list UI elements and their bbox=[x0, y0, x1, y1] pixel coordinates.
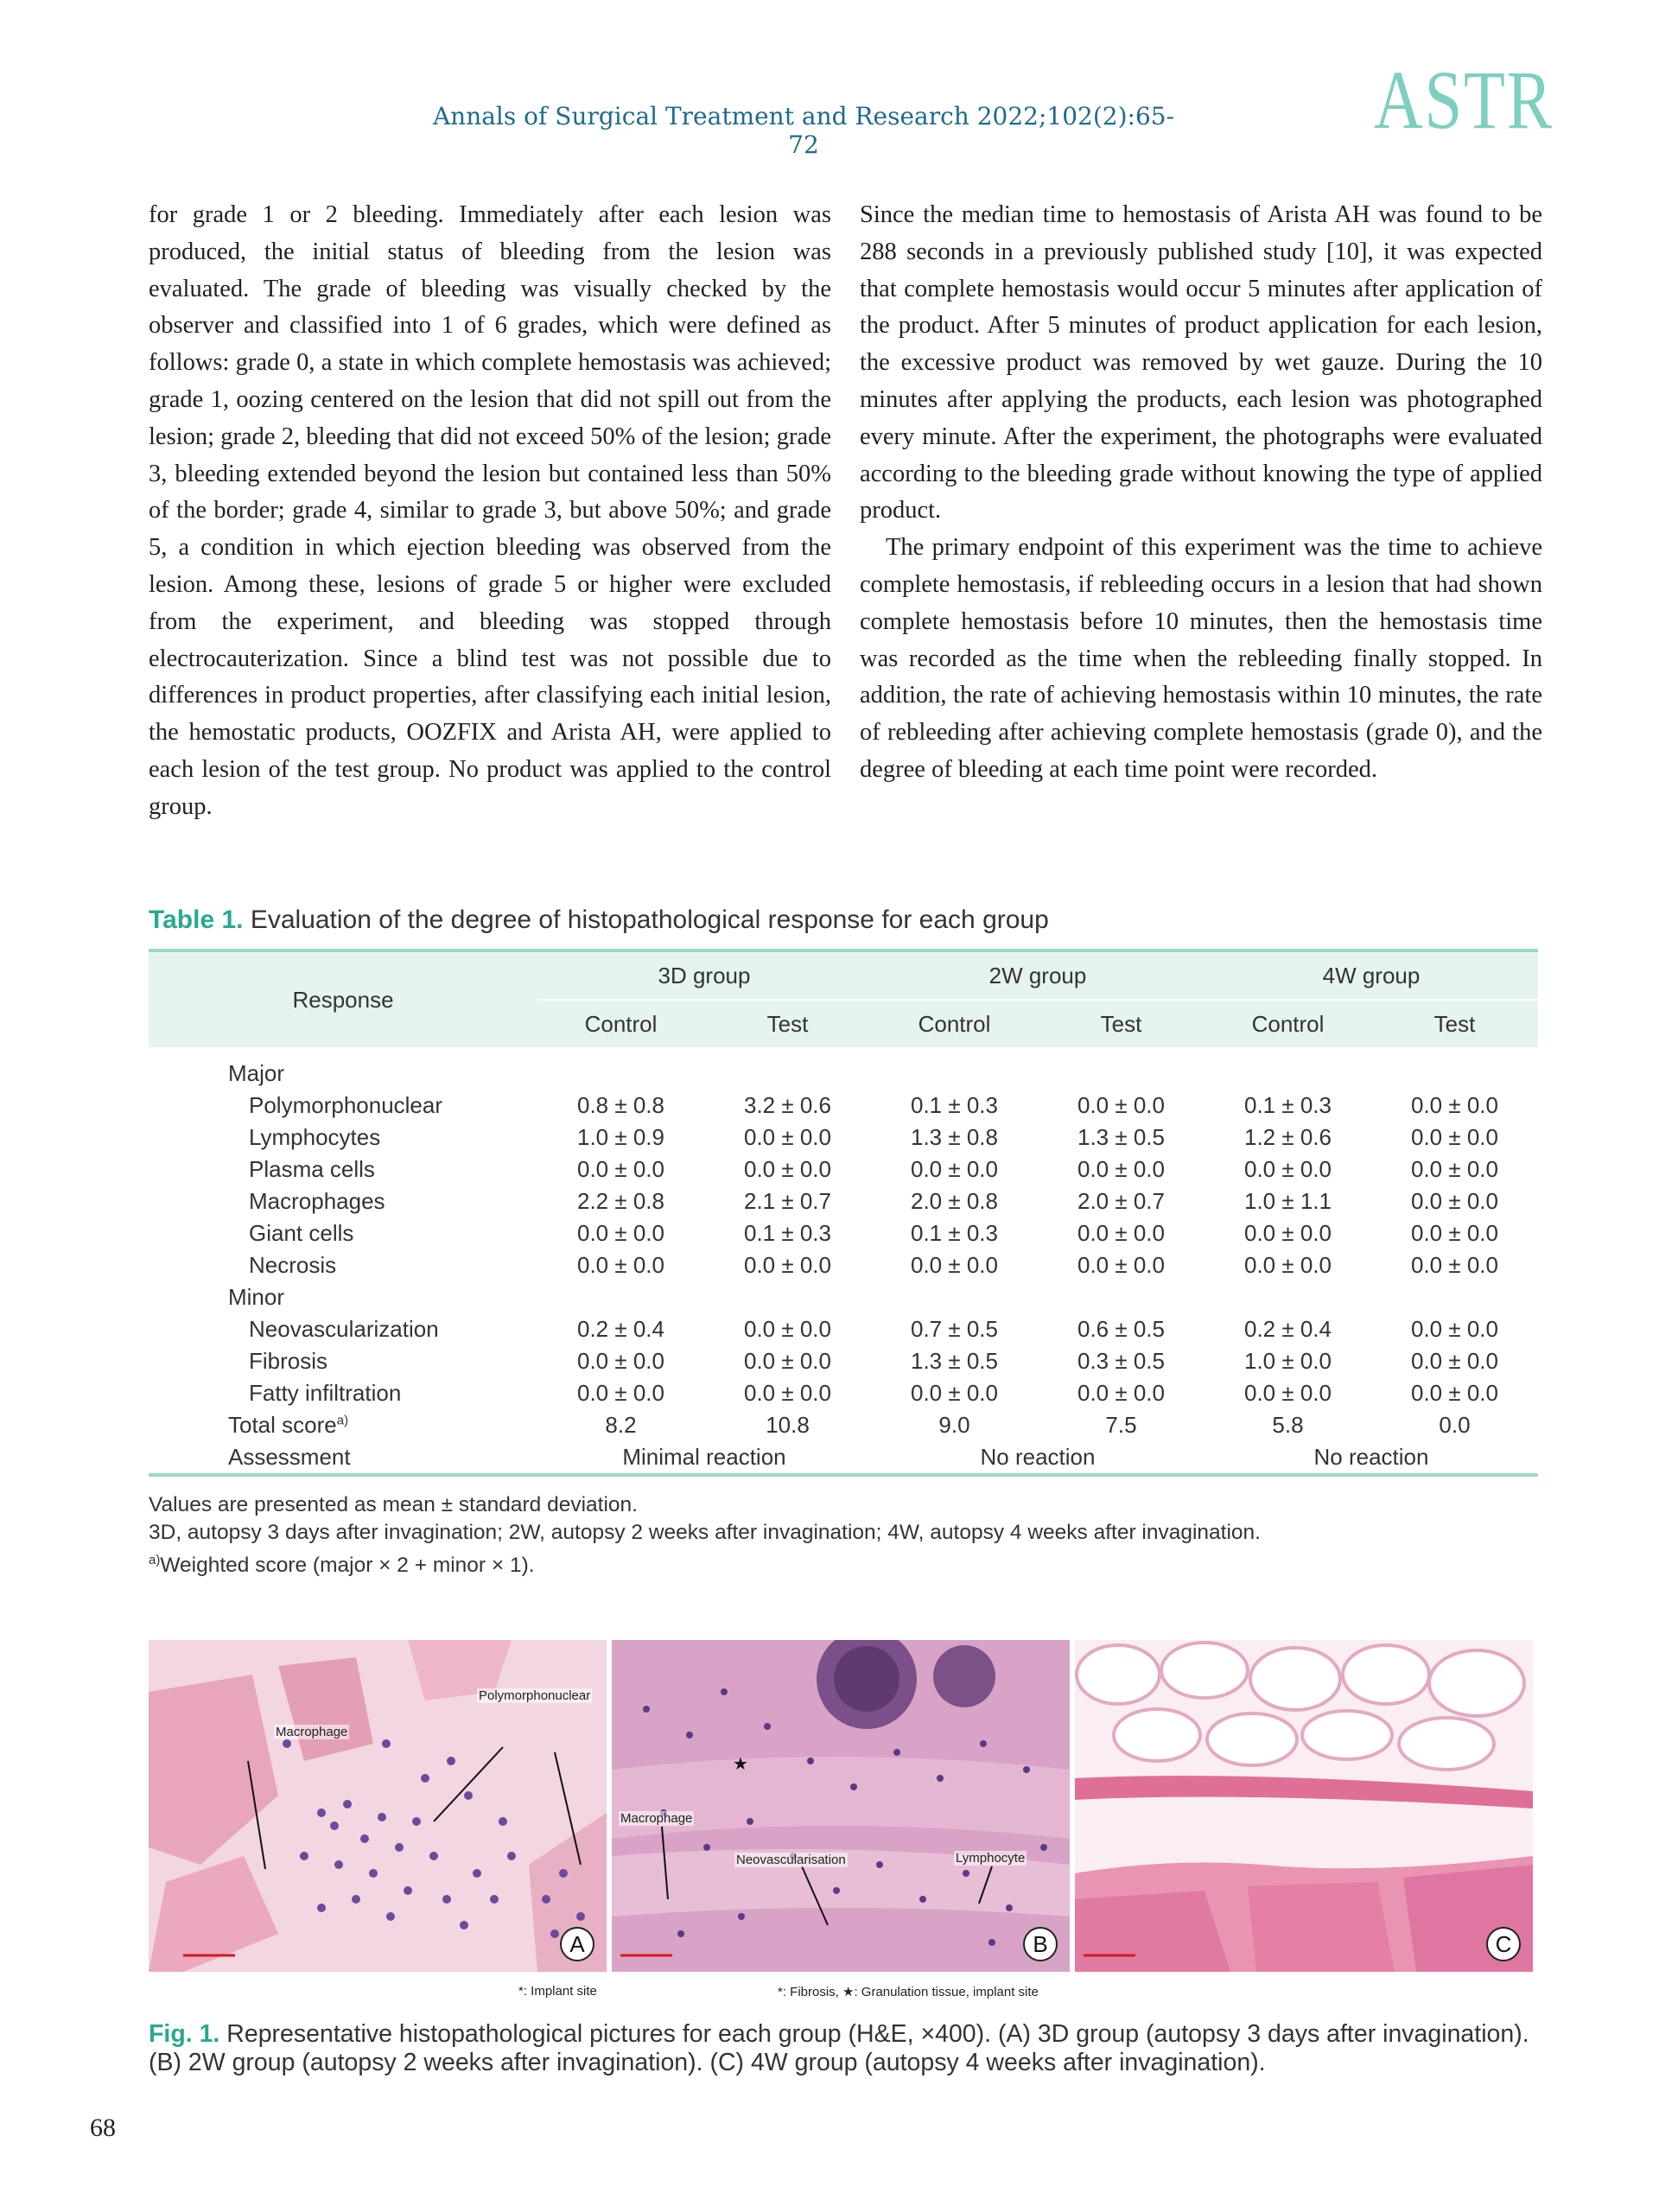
body-column-left bbox=[149, 197, 831, 826]
table-cell: 2.2 ± 0.8 bbox=[576, 1188, 664, 1214]
body-paragraph: The primary endpoint of this experiment was the time to achieve complete hemostasis, if rebleeding occurs in a lesion that had shown complete hemostasis before 10 minutes, then the hemostasis time was recorded as the time when the rebleeding finally stopped. In addition, the rate of achieving hemostasis within 10 minutes, the rate of rebleeding after achieving complete hemostasis (grade 0), and the degree of bleeding at each time point were recorded. bbox=[860, 534, 1542, 783]
row-label: Necrosis bbox=[249, 1252, 337, 1278]
table-note: $^{a)}$Weighted score (major × 2 + minor × 1). bbox=[149, 1553, 535, 1578]
table-cell: 0.7 ± 0.5 bbox=[910, 1316, 998, 1342]
table-cell: 0.0 ± 0.0 bbox=[1077, 1380, 1165, 1406]
table-container bbox=[149, 949, 1538, 1477]
table-cell: 9.0 bbox=[938, 1412, 970, 1438]
group-header: 3D group bbox=[537, 950, 871, 1000]
page-number: 68 bbox=[90, 2113, 116, 2142]
assessment-cell: Minimal reaction bbox=[622, 1444, 786, 1470]
table-cell: 2.1 ± 0.7 bbox=[743, 1188, 831, 1214]
table-cell: 0.0 ± 0.0 bbox=[1410, 1348, 1498, 1374]
table-cell: 0.0 ± 0.0 bbox=[1077, 1220, 1165, 1246]
table-cell: 0.0 ± 0.0 bbox=[743, 1124, 831, 1150]
annotation-label: Neovascularisation bbox=[736, 1853, 846, 1867]
response-header: Response bbox=[292, 986, 394, 1013]
subheader-test: Test bbox=[1433, 1010, 1476, 1037]
journal-logo: ASTR bbox=[1374, 54, 1554, 146]
table-cell: 0.0 ± 0.0 bbox=[910, 1156, 998, 1182]
table-cell: 1.0 ± 0.0 bbox=[1243, 1348, 1332, 1374]
annotation-label: Macrophage bbox=[620, 1811, 693, 1826]
table-cell: 0.1 ± 0.3 bbox=[910, 1220, 998, 1246]
table-cell: 0.0 ± 0.0 bbox=[1243, 1380, 1332, 1406]
table-cell: 0.1 ± 0.3 bbox=[743, 1220, 831, 1246]
assessment-cell: No reaction bbox=[1313, 1444, 1429, 1470]
assessment-cell: No reaction bbox=[980, 1444, 1096, 1470]
table-cell: 1.0 ± 1.1 bbox=[1243, 1188, 1332, 1214]
table-cell: 0.2 ± 0.4 bbox=[576, 1316, 664, 1342]
subheader-test: Test bbox=[1100, 1010, 1142, 1037]
table-cell: 0.0 ± 0.0 bbox=[1410, 1380, 1498, 1406]
figure-label: Fig. 1. bbox=[149, 2020, 220, 2048]
table-title: Evaluation of the degree of histopathological response for each group bbox=[250, 906, 1049, 934]
table-cell: 3.2 ± 0.6 bbox=[743, 1092, 831, 1118]
row-label: Giant cells bbox=[249, 1220, 354, 1246]
table-cell: 0.0 ± 0.0 bbox=[1410, 1316, 1498, 1342]
table-cell: 0.0 ± 0.0 bbox=[743, 1252, 831, 1278]
table-cell: 0.0 ± 0.0 bbox=[1243, 1220, 1332, 1246]
table-row bbox=[149, 1249, 1538, 1281]
table-cell: 0.0 ± 0.0 bbox=[910, 1252, 998, 1278]
table-cell: 0.0 ± 0.0 bbox=[1077, 1252, 1165, 1278]
table-cell: 0.0 ± 0.0 bbox=[1410, 1156, 1498, 1182]
table-caption bbox=[149, 906, 1049, 935]
row-label: Minor bbox=[228, 1284, 285, 1310]
table-cell: 0.8 ± 0.8 bbox=[576, 1092, 664, 1118]
table-cell: 0.0 ± 0.0 bbox=[743, 1348, 831, 1374]
table-row bbox=[149, 1313, 1538, 1345]
table-cell: 1.3 ± 0.8 bbox=[910, 1124, 998, 1150]
row-label: Lymphocytes bbox=[249, 1124, 381, 1150]
table-cell: 0.0 ± 0.0 bbox=[576, 1220, 664, 1246]
table-cell: 0.0 ± 0.0 bbox=[1077, 1092, 1165, 1118]
figure-footnote: *: Fibrosis, ★: Granulation tissue, implant site bbox=[778, 1985, 1039, 1999]
subheader-control: Control bbox=[918, 1010, 991, 1037]
subheader-control: Control bbox=[1251, 1010, 1325, 1037]
table-cell: 0.0 ± 0.0 bbox=[576, 1252, 664, 1278]
table-row bbox=[149, 1122, 1538, 1154]
table-cell: 0.0 ± 0.0 bbox=[1077, 1156, 1165, 1182]
table-cell: 0.0 bbox=[1439, 1412, 1471, 1438]
table-row bbox=[149, 1047, 1538, 1090]
table-cell: 0.0 ± 0.0 bbox=[1410, 1092, 1498, 1118]
table-cell: 0.0 ± 0.0 bbox=[576, 1348, 664, 1374]
table-cell: 0.2 ± 0.4 bbox=[1243, 1316, 1332, 1342]
table-cell: 2.0 ± 0.8 bbox=[910, 1188, 998, 1214]
row-label: Polymorphonuclear bbox=[249, 1092, 443, 1118]
row-label: Major bbox=[228, 1060, 285, 1086]
svg-text:★: ★ bbox=[733, 1753, 748, 1774]
table-cell: 0.1 ± 0.3 bbox=[1243, 1092, 1332, 1118]
row-label: Plasma cells bbox=[249, 1156, 375, 1182]
table-cell: 1.3 ± 0.5 bbox=[1077, 1124, 1165, 1150]
table-cell: 0.0 ± 0.0 bbox=[1410, 1252, 1498, 1278]
table-cell: 0.0 ± 0.0 bbox=[576, 1156, 664, 1182]
table-cell: 0.3 ± 0.5 bbox=[1077, 1348, 1165, 1374]
annotation-label: Polymorphonuclear bbox=[479, 1688, 591, 1703]
table-note: 3D, autopsy 3 days after invagination; 2W, autopsy 2 weeks after invagination; 4W, autopsy 4 weeks after invagination. bbox=[149, 1521, 1261, 1544]
histology-image bbox=[1075, 1640, 1533, 1972]
table-cell: 2.0 ± 0.7 bbox=[1077, 1188, 1165, 1214]
table-cell: 0.0 ± 0.0 bbox=[1243, 1252, 1332, 1278]
annotation-label: Lymphocyte bbox=[956, 1851, 1026, 1866]
table-note: Values are presented as mean ± standard deviation. bbox=[149, 1493, 638, 1516]
body-paragraph: for grade 1 or 2 bleeding. Immediately after each lesion was produced, the initial status of bleeding from the lesion was evaluated. The grade of bleeding was visually checked by the observer and classified into 1 of 6 grades, which were defined as follows: grade 0, a state in which complete hemostasis was achieved; grade 1, oozing centered on the lesion that did not spill out from the lesion; grade 2, bleeding that did not exceed 50% of the lesion; grade 3, bleeding extended beyond the lesion but contained less than 50% of the border; grade 4, similar to grade 3, but above 50%; and grade 5, a condition in which ejection bleeding was observed from the lesion. Among these, lesions of grade 5 or higher were excluded from the experiment, and bleeding was stopped through electrocauterization. Since a blind test was not possible due to differences in product properties, after classifying each initial lesion, the hemostatic products, OOZFIX and Arista AH, were applied to each lesion of the test group. No product was applied to the control group. bbox=[149, 201, 831, 820]
row-label: Fatty infiltration bbox=[249, 1380, 402, 1406]
figure-panel-c bbox=[1075, 1640, 1533, 1972]
table-row bbox=[149, 1345, 1538, 1377]
body-paragraph: Since the median time to hemostasis of Arista AH was found to be 288 seconds in a previously published study [10], it was expected that complete hemostasis would occur 5 minutes after application of the product. After 5 minutes of product application for each lesion, the excessive product was removed by wet gauze. During the 10 minutes after applying the products, each lesion was photographed every minute. After the experiment, the photographs were evaluated according to the bleeding grade without knowing the type of applied product. bbox=[860, 201, 1542, 524]
table-row bbox=[149, 1377, 1538, 1409]
figure-footnote: *: Implant site bbox=[518, 1984, 597, 1999]
table-cell: 0.0 ± 0.0 bbox=[743, 1380, 831, 1406]
table-cell: 0.1 ± 0.3 bbox=[910, 1092, 998, 1118]
table-cell: 0.0 ± 0.0 bbox=[1410, 1124, 1498, 1150]
body-column-right bbox=[860, 197, 1542, 789]
group-header: 2W group bbox=[871, 950, 1205, 1000]
subheader-control: Control bbox=[584, 1010, 658, 1037]
table-cell: 0.6 ± 0.5 bbox=[1077, 1316, 1165, 1342]
table-label: Table 1. bbox=[149, 906, 244, 934]
journal-header: Annals of Surgical Treatment and Research 2022;102(2):65-72 bbox=[432, 102, 1175, 159]
table-cell: 0.0 ± 0.0 bbox=[743, 1316, 831, 1342]
figure-panel-a bbox=[149, 1640, 607, 1972]
row-label: Macrophages bbox=[249, 1188, 385, 1214]
panel-letter: B bbox=[1023, 1927, 1058, 1961]
table-cell: 0.0 ± 0.0 bbox=[576, 1380, 664, 1406]
table-cell: 10.8 bbox=[766, 1412, 810, 1438]
subheader-test: Test bbox=[766, 1010, 809, 1037]
table-row bbox=[149, 1090, 1538, 1122]
table-cell: 0.0 ± 0.0 bbox=[743, 1156, 831, 1182]
table-cell: 0.0 ± 0.0 bbox=[1243, 1156, 1332, 1182]
table-row bbox=[149, 1185, 1538, 1217]
table-notes bbox=[149, 1491, 1538, 1580]
table-cell: 0.0 ± 0.0 bbox=[1410, 1220, 1498, 1246]
panel-letter: A bbox=[560, 1927, 594, 1961]
table-cell: 1.3 ± 0.5 bbox=[910, 1348, 998, 1374]
row-label: Neovascularization bbox=[249, 1316, 439, 1342]
table-cell: 1.0 ± 0.9 bbox=[576, 1124, 664, 1150]
table-cell: 0.0 ± 0.0 bbox=[910, 1380, 998, 1406]
table-cell: 1.2 ± 0.6 bbox=[1243, 1124, 1332, 1150]
row-label: Fibrosis bbox=[249, 1348, 328, 1374]
group-header: 4W group bbox=[1205, 950, 1538, 1000]
table-row bbox=[149, 1409, 1538, 1441]
panel-letter: C bbox=[1486, 1927, 1521, 1961]
row-label: Total score$^{a)}$ bbox=[228, 1412, 349, 1438]
data-table bbox=[149, 949, 1538, 1477]
table-cell: 0.0 ± 0.0 bbox=[1410, 1188, 1498, 1214]
table-cell: 5.8 bbox=[1272, 1412, 1304, 1438]
table-row bbox=[149, 1441, 1538, 1475]
annotation-label: Macrophage bbox=[276, 1725, 348, 1739]
figure-caption bbox=[149, 2020, 1538, 2077]
table-row bbox=[149, 1217, 1538, 1249]
histology-image bbox=[612, 1640, 1070, 1972]
table-row bbox=[149, 1281, 1538, 1313]
table-cell: 8.2 bbox=[605, 1412, 637, 1438]
row-label: Assessment bbox=[228, 1444, 351, 1470]
figure-panel-b bbox=[612, 1640, 1070, 1972]
figure-caption-text: Representative histopathological pictures for each group (H&E, ×400). (A) 3D group (autopsy 3 days after invagination). (B) 2W group (autopsy 2 weeks after invagination). (C) 4W group (autopsy 4 weeks after invagination). bbox=[149, 2020, 1529, 2076]
table-cell: 7.5 bbox=[1105, 1412, 1137, 1438]
table-row bbox=[149, 1154, 1538, 1185]
